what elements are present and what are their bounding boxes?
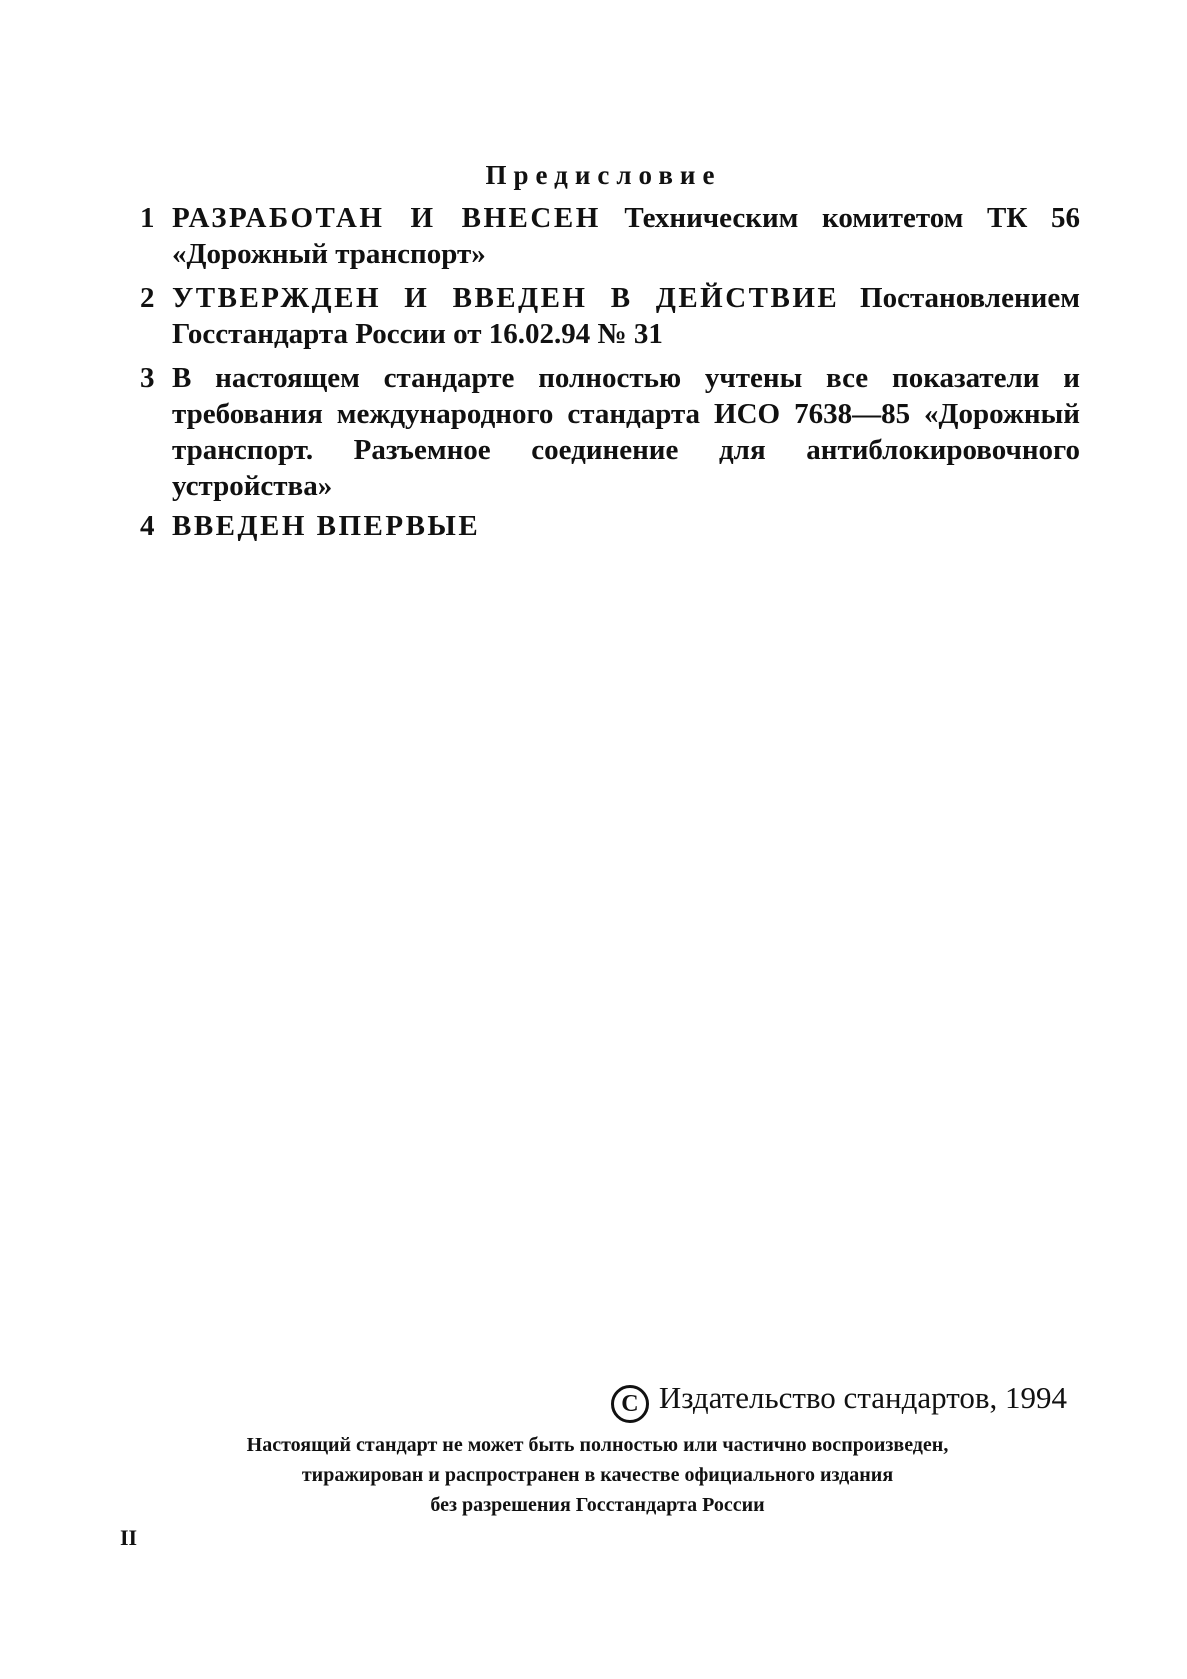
item-number: 1	[140, 202, 155, 234]
item-number: 4	[140, 510, 155, 542]
copyright-line	[611, 1380, 1067, 1423]
reproduction-notice	[125, 1430, 1070, 1520]
notice-line: без разрешения Госстандарта России	[430, 1494, 765, 1516]
page-title: Предисловие	[485, 160, 722, 190]
item-caps: УТВЕРЖДЕН И ВВЕДЕН В ДЕЙСТВИЕ	[172, 282, 840, 314]
item-number: 2	[140, 282, 155, 314]
item-1	[140, 200, 1080, 272]
item-2	[140, 280, 1080, 352]
item-text: В настоящем стандарте полностью учтены все показатели и требования международного стандарта ИСО 7638—85 «Дорожный транспорт. Разъемное соединение для антиблокировочного устройства»	[172, 362, 1080, 502]
notice-line: тиражирован и распространен в качестве официального издания	[301, 1464, 894, 1486]
item-caps: РАЗРАБОТАН И ВНЕСЕН	[172, 202, 601, 234]
item-text: Техническим комитетом ТК 56 «Дорожный транспорт»	[172, 202, 1080, 270]
item-4	[140, 508, 1080, 544]
item-3	[140, 360, 1080, 504]
notice-line: Настоящий стандарт не может быть полностью или частично воспроизведен,	[246, 1434, 949, 1456]
page-number: II	[120, 1525, 138, 1550]
item-text: Постановлением Госстандарта России от 16.02.94 № 31	[172, 282, 1080, 350]
item-number: 3	[140, 362, 155, 394]
copyright-text: Издательство стандартов, 1994	[658, 1380, 1067, 1415]
copyright-icon: C	[611, 1385, 649, 1423]
item-caps: ВВЕДЕН ВПЕРВЫЕ	[172, 510, 481, 542]
